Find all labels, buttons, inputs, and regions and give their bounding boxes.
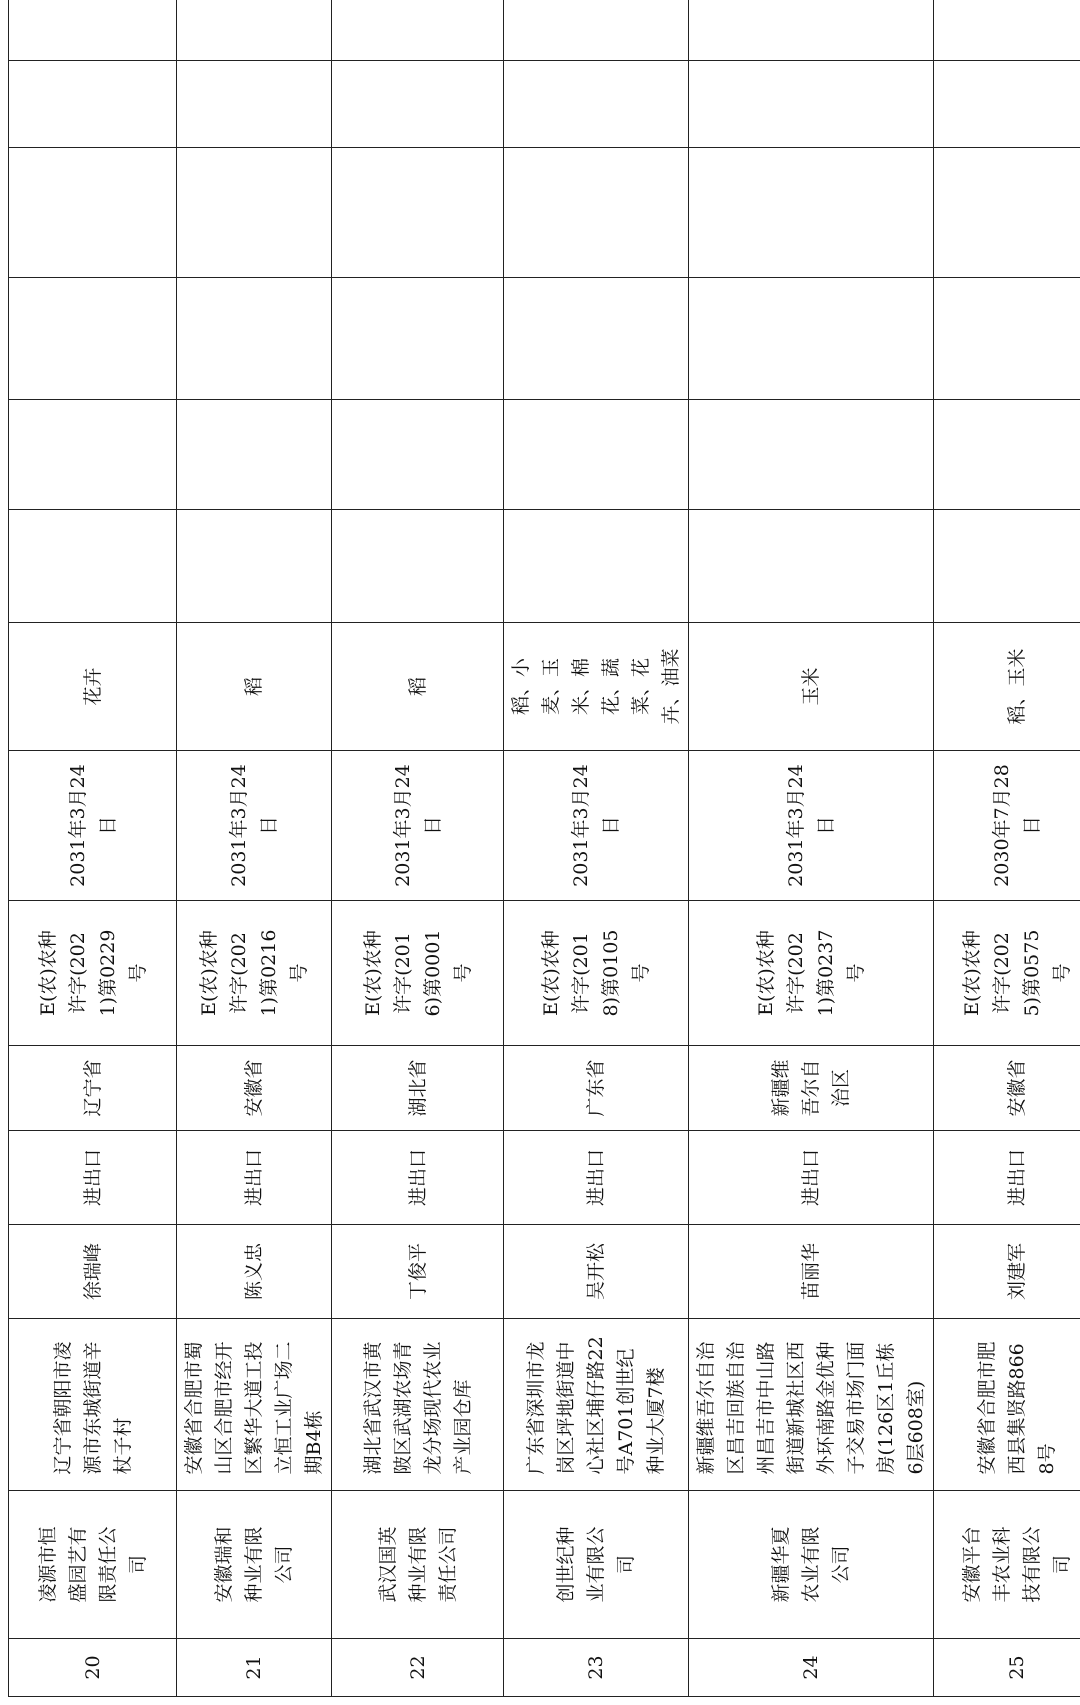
blank-cell bbox=[332, 61, 504, 148]
legal-rep-cell bbox=[504, 1225, 689, 1319]
business-scope-cell bbox=[689, 1131, 934, 1225]
crop-types-cell bbox=[332, 623, 504, 751]
blank-cell bbox=[689, 510, 934, 623]
address-cell bbox=[504, 1319, 689, 1491]
company-name-cell bbox=[504, 1491, 689, 1639]
valid-until-cell bbox=[177, 751, 332, 901]
blank-cell bbox=[689, 61, 934, 148]
address-text: 安徽省合肥市蜀山区合肥市经开区繁华大道工投立恒工业广场二期B4栋 bbox=[183, 1341, 325, 1475]
seq-text: 23 bbox=[585, 1655, 607, 1680]
license-number-text: E(农)农种许字(2016)第0001号 bbox=[361, 929, 474, 1017]
blank-cell bbox=[934, 61, 1080, 148]
seq-cell bbox=[934, 1639, 1080, 1697]
blank-cell bbox=[9, 61, 177, 148]
business-scope-cell bbox=[504, 1131, 689, 1225]
seq-cell bbox=[504, 1639, 689, 1697]
company-name-text: 武汉国英种业有限责任公司 bbox=[376, 1526, 459, 1603]
seq-text: 21 bbox=[243, 1655, 265, 1680]
table-row bbox=[9, 0, 177, 1697]
blank-cell bbox=[504, 148, 689, 278]
blank-cell bbox=[9, 510, 177, 623]
blank-cell bbox=[934, 278, 1080, 400]
blank-cell bbox=[332, 400, 504, 510]
province-cell bbox=[177, 1046, 332, 1131]
legal-rep-text: 丁俊平 bbox=[406, 1243, 429, 1301]
legal-rep-cell bbox=[332, 1225, 504, 1319]
valid-until-cell bbox=[689, 751, 934, 901]
table-row bbox=[504, 0, 689, 1697]
seq-text: 22 bbox=[406, 1655, 429, 1680]
valid-until-cell bbox=[934, 751, 1080, 901]
address-text: 广东省深圳市龙岗区坪地街道中心社区埔仔路22号A701创世纪种业大厦7楼 bbox=[525, 1336, 667, 1475]
business-scope-text: 进出口 bbox=[406, 1149, 429, 1207]
province-text: 辽宁省 bbox=[81, 1059, 104, 1117]
business-scope-text: 进出口 bbox=[1005, 1149, 1028, 1207]
seq-cell bbox=[177, 1639, 332, 1697]
province-text: 湖北省 bbox=[406, 1059, 429, 1117]
address-text: 辽宁省朝阳市凌源市东城街道辛杖子村 bbox=[51, 1341, 134, 1475]
crop-types-cell bbox=[504, 623, 689, 751]
license-number-cell bbox=[689, 901, 934, 1046]
license-number-text: E(农)农种许字(2021)第0237号 bbox=[755, 929, 867, 1017]
blank-cell bbox=[504, 61, 689, 148]
license-number-cell bbox=[934, 901, 1080, 1046]
blank-cell bbox=[9, 148, 177, 278]
blank-cell bbox=[332, 510, 504, 623]
crop-types-text: 花卉 bbox=[81, 667, 104, 706]
valid-until-cell bbox=[332, 751, 504, 901]
crop-types-text: 玉米 bbox=[800, 667, 822, 706]
license-number-text: E(农)农种许字(2021)第0229号 bbox=[36, 929, 149, 1017]
blank-cell bbox=[934, 400, 1080, 510]
blank-cell bbox=[9, 0, 177, 61]
address-text: 安徽省合肥市肥西县集贤路8668号 bbox=[975, 1341, 1058, 1475]
blank-cell bbox=[9, 278, 177, 400]
blank-cell bbox=[689, 400, 934, 510]
valid-until-text: 2031年3月24日 bbox=[785, 764, 837, 887]
province-text: 新疆维吾尔自治区 bbox=[770, 1059, 852, 1117]
address-text: 湖北省武汉市黄陂区武湖农场青龙分场现代农业产业园仓库 bbox=[361, 1341, 474, 1475]
valid-until-text: 2031年3月24日 bbox=[570, 764, 622, 887]
crop-types-cell bbox=[177, 623, 332, 751]
legal-rep-text: 徐瑞峰 bbox=[81, 1243, 104, 1301]
business-scope-text: 进出口 bbox=[243, 1149, 265, 1207]
blank-cell bbox=[689, 0, 934, 61]
table-body bbox=[9, 0, 1080, 1697]
blank-cell bbox=[504, 510, 689, 623]
business-scope-cell bbox=[9, 1131, 177, 1225]
rotated-table-frame bbox=[8, 8, 1072, 1697]
province-text: 广东省 bbox=[585, 1059, 607, 1117]
blank-cell bbox=[177, 61, 332, 148]
blank-cell bbox=[332, 278, 504, 400]
business-scope-text: 进出口 bbox=[800, 1149, 822, 1207]
crop-types-cell bbox=[689, 623, 934, 751]
business-scope-cell bbox=[332, 1131, 504, 1225]
province-text: 安徽省 bbox=[243, 1059, 265, 1117]
blank-cell bbox=[504, 400, 689, 510]
company-name-text: 凌源市恒盛园艺有限责任公司 bbox=[36, 1526, 149, 1603]
legal-rep-cell bbox=[934, 1225, 1080, 1319]
legal-rep-text: 吴开松 bbox=[585, 1243, 607, 1301]
valid-until-text: 2030年7月28日 bbox=[990, 764, 1043, 887]
crop-types-cell bbox=[9, 623, 177, 751]
seq-text: 24 bbox=[800, 1655, 822, 1680]
province-cell bbox=[332, 1046, 504, 1131]
address-cell bbox=[934, 1319, 1080, 1491]
business-scope-cell bbox=[177, 1131, 332, 1225]
blank-cell bbox=[689, 148, 934, 278]
crop-types-cell bbox=[934, 623, 1080, 751]
address-cell bbox=[177, 1319, 332, 1491]
legal-rep-cell bbox=[177, 1225, 332, 1319]
license-number-text: E(农)农种许字(2021)第0216号 bbox=[198, 929, 310, 1017]
legal-rep-text: 苗丽华 bbox=[800, 1243, 822, 1301]
company-name-text: 创世纪种业有限公司 bbox=[555, 1526, 637, 1603]
province-cell bbox=[504, 1046, 689, 1131]
table-row bbox=[934, 0, 1080, 1697]
crop-types-text: 稻、小麦、玉米、棉花、蔬菜、花卉、油菜 bbox=[510, 648, 682, 725]
blank-cell bbox=[934, 0, 1080, 61]
company-name-cell bbox=[934, 1491, 1080, 1639]
province-cell bbox=[689, 1046, 934, 1131]
license-number-text: E(农)农种许字(2025)第0575号 bbox=[960, 929, 1073, 1017]
business-scope-text: 进出口 bbox=[585, 1149, 607, 1207]
blank-cell bbox=[934, 148, 1080, 278]
seq-cell bbox=[332, 1639, 504, 1697]
license-number-cell bbox=[504, 901, 689, 1046]
blank-cell bbox=[332, 0, 504, 61]
address-text: 新疆维吾尔自治区昌吉回族自治州昌吉市中山路街道新城社区西外环南路金优种子交易市场门面房(126区1丘栋6层608室) bbox=[695, 1341, 927, 1475]
legal-rep-text: 刘建军 bbox=[1005, 1243, 1028, 1301]
crop-types-text: 稻、玉米 bbox=[1005, 648, 1028, 725]
blank-cell bbox=[504, 278, 689, 400]
valid-until-cell bbox=[504, 751, 689, 901]
crop-types-text: 稻 bbox=[243, 677, 265, 697]
legal-rep-text: 陈义忠 bbox=[243, 1243, 265, 1301]
company-name-text: 新疆华夏农业有限公司 bbox=[770, 1526, 852, 1603]
crop-types-text: 稻 bbox=[406, 677, 429, 697]
license-number-cell bbox=[9, 901, 177, 1046]
address-cell bbox=[689, 1319, 934, 1491]
blank-cell bbox=[689, 278, 934, 400]
seq-cell bbox=[9, 1639, 177, 1697]
province-cell bbox=[934, 1046, 1080, 1131]
blank-cell bbox=[177, 148, 332, 278]
license-number-text: E(农)农种许字(2018)第0105号 bbox=[540, 929, 652, 1017]
province-cell bbox=[9, 1046, 177, 1131]
blank-cell bbox=[177, 510, 332, 623]
license-number-cell bbox=[332, 901, 504, 1046]
blank-cell bbox=[177, 400, 332, 510]
address-cell bbox=[9, 1319, 177, 1491]
table-row bbox=[177, 0, 332, 1697]
legal-rep-cell bbox=[9, 1225, 177, 1319]
company-name-cell bbox=[177, 1491, 332, 1639]
blank-cell bbox=[934, 510, 1080, 623]
blank-cell bbox=[9, 400, 177, 510]
business-scope-text: 进出口 bbox=[81, 1149, 104, 1207]
business-scope-cell bbox=[934, 1131, 1080, 1225]
rotated-page bbox=[8, 8, 1072, 1697]
company-name-cell bbox=[689, 1491, 934, 1639]
blank-cell bbox=[504, 0, 689, 61]
company-name-cell bbox=[9, 1491, 177, 1639]
seed-license-table bbox=[8, 0, 1080, 1697]
company-name-cell bbox=[332, 1491, 504, 1639]
valid-until-text: 2031年3月24日 bbox=[66, 764, 119, 887]
blank-cell bbox=[177, 0, 332, 61]
address-cell bbox=[332, 1319, 504, 1491]
legal-rep-cell bbox=[689, 1225, 934, 1319]
valid-until-text: 2031年3月24日 bbox=[391, 764, 444, 887]
seq-text: 25 bbox=[1005, 1655, 1028, 1680]
province-text: 安徽省 bbox=[1005, 1059, 1028, 1117]
valid-until-text: 2031年3月24日 bbox=[228, 764, 280, 887]
table-row bbox=[689, 0, 934, 1697]
license-number-cell bbox=[177, 901, 332, 1046]
company-name-text: 安徽平台丰农业科技有限公司 bbox=[960, 1526, 1073, 1603]
company-name-text: 安徽瑞和种业有限公司 bbox=[213, 1526, 295, 1603]
blank-cell bbox=[177, 278, 332, 400]
seq-text: 20 bbox=[81, 1655, 104, 1680]
valid-until-cell bbox=[9, 751, 177, 901]
blank-cell bbox=[332, 148, 504, 278]
seq-cell bbox=[689, 1639, 934, 1697]
table-row bbox=[332, 0, 504, 1697]
